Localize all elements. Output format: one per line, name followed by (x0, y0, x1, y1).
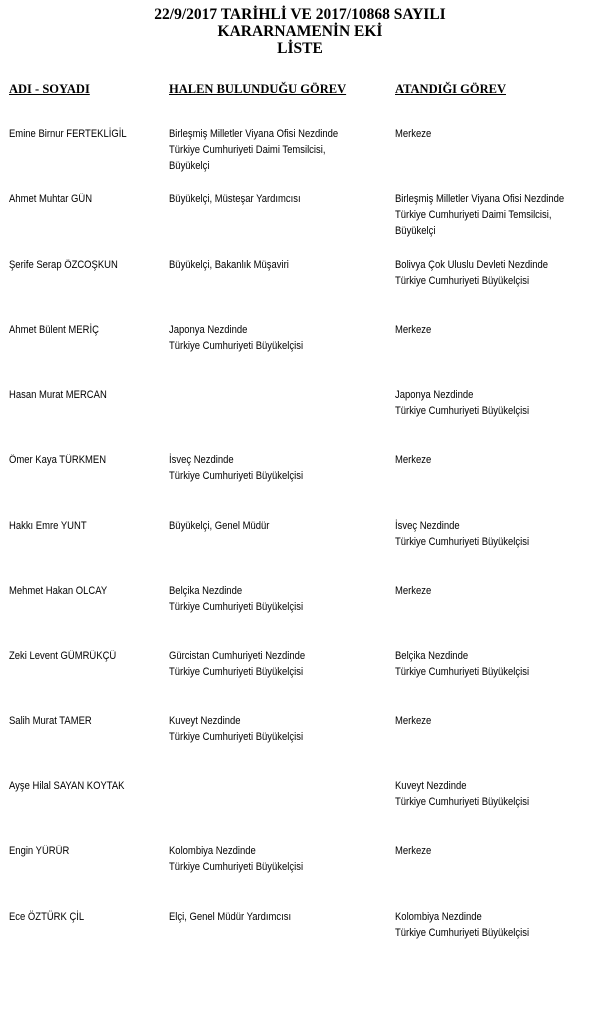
person-name: Şerife Serap ÖZCOŞKUN (9, 259, 118, 271)
current-post-line: Büyükelçi, Bakanlık Müşaviri (169, 259, 289, 271)
current-post-line: Kolombiya Nezdinde (169, 845, 256, 857)
assigned-post-line: Büyükelçi (395, 225, 436, 237)
current-post (169, 583, 367, 615)
assigned-post-line: Merkeze (395, 715, 432, 727)
assigned-post-line: Merkeze (395, 585, 432, 597)
assigned-post (395, 191, 593, 239)
assigned-post (395, 126, 593, 142)
person-name: Salih Murat TAMER (9, 715, 92, 727)
current-post (169, 909, 367, 925)
assigned-post (395, 257, 593, 289)
assigned-post-line: İsveç Nezdinde (395, 520, 460, 532)
current-post-line: Büyükelçi (169, 160, 210, 172)
current-post-line: Kuveyt Nezdinde (169, 715, 241, 727)
current-post-line: Birleşmiş Milletler Viyana Ofisi Nezdinde (169, 128, 339, 140)
person-name: Mehmet Hakan OLCAY (9, 585, 108, 597)
column-header-current-post: HALEN BULUNDUĞU GÖREV (169, 82, 347, 96)
person-name: Ahmet Muhtar GÜN (9, 193, 93, 205)
current-post-line: Büyükelçi, Müsteşar Yardımcısı (169, 193, 301, 205)
current-post-line: Elçi, Genel Müdür Yardımcısı (169, 911, 292, 923)
current-post-line: Büyükelçi, Genel Müdür (169, 520, 270, 532)
current-post (169, 713, 367, 745)
assigned-post-line: Kuveyt Nezdinde (395, 780, 467, 792)
assigned-post (395, 909, 593, 941)
assigned-post-line: Türkiye Cumhuriyeti Büyükelçisi (395, 666, 530, 678)
current-post (169, 191, 367, 207)
assigned-post (395, 387, 593, 419)
current-post-line: Türkiye Cumhuriyeti Büyükelçisi (169, 340, 304, 352)
assigned-post-line: Birleşmiş Milletler Viyana Ofisi Nezdinde (395, 193, 565, 205)
current-post (169, 257, 367, 273)
assigned-post-line: Belçika Nezdinde (395, 650, 469, 662)
column-header-assigned-post: ATANDIĞI GÖREV (395, 82, 507, 96)
current-post (169, 322, 367, 354)
current-post-line: Türkiye Cumhuriyeti Büyükelçisi (169, 470, 304, 482)
assigned-post (395, 778, 593, 810)
assigned-post (395, 648, 593, 680)
person-name: Ayşe Hilal SAYAN KOYTAK (9, 780, 125, 792)
person-name: Emine Birnur FERTEKLİGİL (9, 128, 127, 140)
current-post-line: Belçika Nezdinde (169, 585, 243, 597)
current-post (169, 452, 367, 484)
header-title-line: 22/9/2017 TARİHLİ VE 2017/10868 SAYILI (154, 6, 446, 23)
current-post-line: Türkiye Cumhuriyeti Daimi Temsilcisi, (169, 144, 326, 156)
current-post-line: Türkiye Cumhuriyeti Büyükelçisi (169, 601, 304, 613)
assigned-post-line: Türkiye Cumhuriyeti Büyükelçisi (395, 927, 530, 939)
assigned-post (395, 713, 593, 729)
current-post (169, 843, 367, 875)
assigned-post-line: Türkiye Cumhuriyeti Büyükelçisi (395, 275, 530, 287)
current-post-line: Türkiye Cumhuriyeti Büyükelçisi (169, 666, 304, 678)
person-name: Ahmet Bülent MERİÇ (9, 324, 99, 336)
assigned-post (395, 843, 593, 859)
assigned-post-line: Merkeze (395, 845, 432, 857)
current-post-line: Gürcistan Cumhuriyeti Nezdinde (169, 650, 306, 662)
assigned-post-line: Türkiye Cumhuriyeti Büyükelçisi (395, 405, 530, 417)
person-name: Zeki Levent GÜMRÜKÇÜ (9, 650, 117, 662)
person-name: Hakkı Emre YUNT (9, 520, 87, 532)
current-post-line: Japonya Nezdinde (169, 324, 248, 336)
column-header-name: ADI - SOYADI (9, 82, 90, 96)
current-post (169, 518, 367, 534)
assigned-post-line: Kolombiya Nezdinde (395, 911, 482, 923)
person-name: Ece ÖZTÜRK ÇİL (9, 911, 85, 923)
assigned-post-line: Japonya Nezdinde (395, 389, 474, 401)
assigned-post (395, 518, 593, 550)
current-post-line: İsveç Nezdinde (169, 454, 234, 466)
assigned-post-line: Türkiye Cumhuriyeti Büyükelçisi (395, 796, 530, 808)
current-post (169, 648, 367, 680)
assigned-post (395, 452, 593, 468)
assigned-post-line: Merkeze (395, 128, 432, 140)
current-post (169, 126, 367, 174)
assigned-post-line: Merkeze (395, 454, 432, 466)
assigned-post (395, 322, 593, 338)
current-post-line: Türkiye Cumhuriyeti Büyükelçisi (169, 861, 304, 873)
assigned-post-line: Bolivya Çok Uluslu Devleti Nezdinde (395, 259, 549, 271)
person-name: Engin YÜRÜR (9, 845, 70, 857)
person-name: Ömer Kaya TÜRKMEN (9, 454, 107, 466)
header-list-line: LİSTE (277, 40, 323, 57)
header-subtitle-line: KARARNAMENİN EKİ (217, 23, 383, 40)
document-header (0, 6, 600, 57)
assigned-post-line: Türkiye Cumhuriyeti Büyükelçisi (395, 536, 530, 548)
assigned-post-line: Merkeze (395, 324, 432, 336)
assigned-post (395, 583, 593, 599)
person-name: Hasan Murat MERCAN (9, 389, 107, 401)
assigned-post-line: Türkiye Cumhuriyeti Daimi Temsilcisi, (395, 209, 552, 221)
current-post-line: Türkiye Cumhuriyeti Büyükelçisi (169, 731, 304, 743)
